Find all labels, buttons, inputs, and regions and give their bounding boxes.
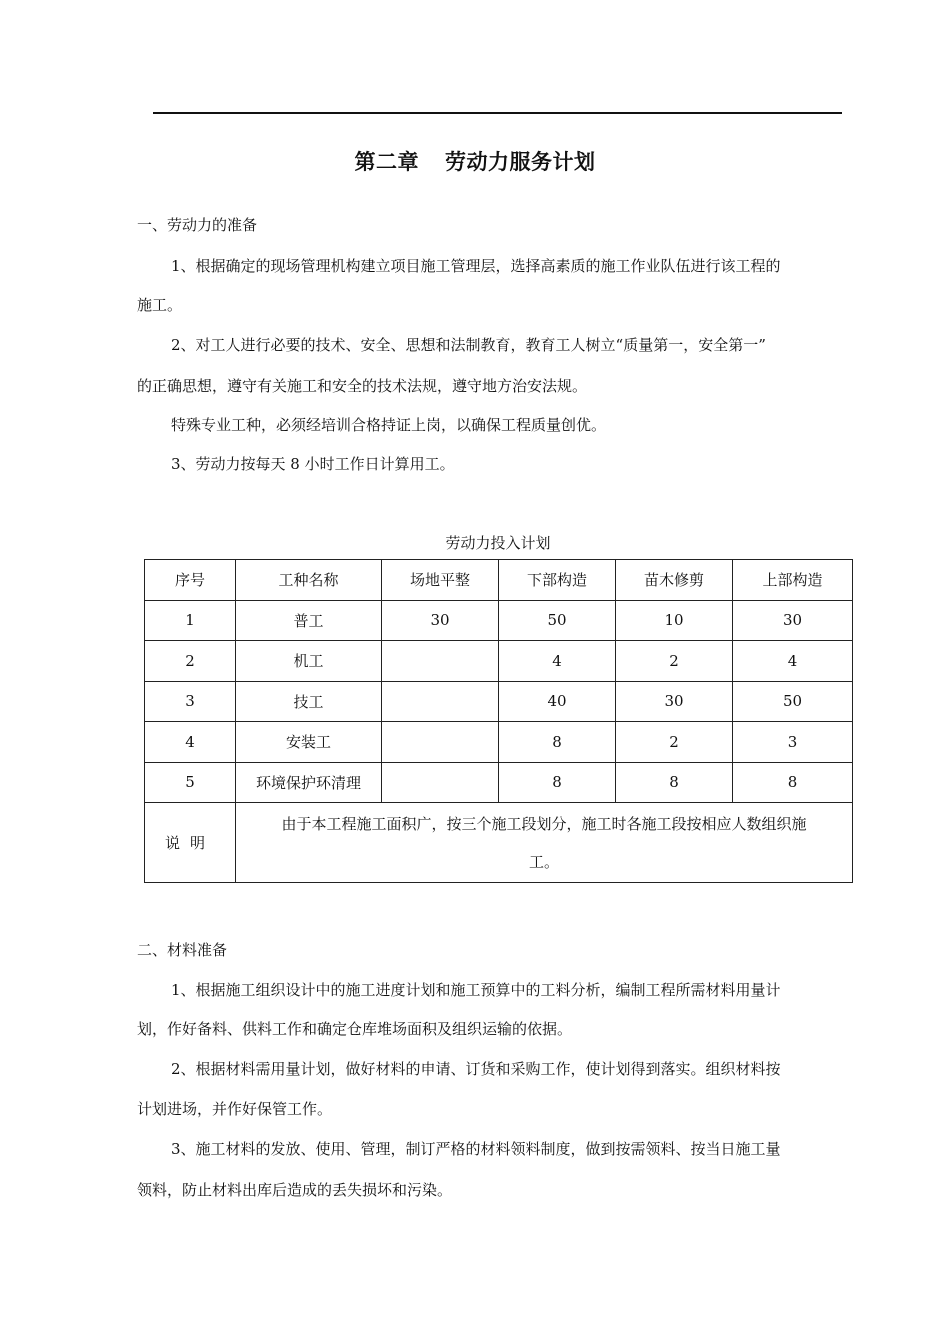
paragraph-line: 3、劳动力按每天 8 小时工作日计算用工。 [171, 455, 455, 473]
table-row [145, 722, 853, 763]
note-label-cell [145, 803, 236, 883]
section-heading-materials: 二、材料准备 [137, 941, 228, 959]
table-cell: 环境保护环清理 [236, 762, 382, 803]
table-cell: 4 [733, 641, 853, 682]
table-cell [382, 681, 499, 722]
table-cell: 40 [499, 681, 616, 722]
table-cell: 8 [499, 762, 616, 803]
table-cell: 30 [616, 681, 733, 722]
table-row [145, 681, 853, 722]
table-cell: 8 [616, 762, 733, 803]
labor-plan-table [144, 559, 853, 883]
table-cell: 8 [733, 762, 853, 803]
chapter-title [0, 146, 950, 176]
note-text-line: 工。 [528, 852, 559, 871]
table-cell: 50 [733, 681, 853, 722]
header-cell: 场地平整 [382, 560, 499, 601]
paragraph-line: 2、根据材料需用量计划，做好材料的申请、订货和采购工作，使计划得到落实。组织材料按 [171, 1060, 781, 1078]
table-cell [382, 641, 499, 682]
table-cell: 1 [145, 600, 236, 641]
table-cell: 2 [616, 641, 733, 682]
header-cell: 上部构造 [733, 560, 853, 601]
table-cell: 10 [616, 600, 733, 641]
table-cell: 普工 [236, 600, 382, 641]
header-rule [153, 112, 842, 114]
chapter-name: 劳动力服务计划 [445, 149, 596, 174]
paragraph-line: 1、根据施工组织设计中的施工进度计划和施工预算中的工料分析，编制工程所需材料用量计 [171, 981, 781, 999]
paragraph-line: 划，作好备料、供料工作和确定仓库堆场面积及组织运输的依据。 [137, 1020, 573, 1038]
paragraph-line: 特殊专业工种，必须经培训合格持证上岗，以确保工程质量创优。 [171, 416, 607, 434]
paragraph-line: 2、对工人进行必要的技术、安全、思想和法制教育，教育工人树立“质量第一，安全第一” [171, 336, 766, 354]
table-cell [382, 722, 499, 763]
table-cell: 4 [499, 641, 616, 682]
note-text-line: 由于本工程施工面积广，按三个施工段划分，施工时各施工段按相应人数组织施 [281, 814, 807, 833]
paragraph-line: 1、根据确定的现场管理机构建立项目施工管理层，选择高素质的施工作业队伍进行该工程的 [171, 257, 781, 275]
table-cell: 3 [733, 722, 853, 763]
table-cell [382, 762, 499, 803]
table-cell: 3 [145, 681, 236, 722]
header-cell: 序号 [145, 560, 236, 601]
paragraph-line: 计划进场，并作好保管工作。 [137, 1100, 333, 1118]
paragraph-line: 的正确思想，遵守有关施工和安全的技术法规，遵守地方治安法规。 [137, 377, 588, 395]
header-cell: 工种名称 [236, 560, 382, 601]
table-caption: 劳动力投入计划 [445, 534, 551, 552]
table-cell: 5 [145, 762, 236, 803]
table-cell: 8 [499, 722, 616, 763]
table-cell: 4 [145, 722, 236, 763]
table-cell: 30 [382, 600, 499, 641]
table-cell: 50 [499, 600, 616, 641]
paragraph-line: 施工。 [137, 296, 183, 314]
note-label: 说明 [164, 833, 215, 852]
table-note-row [145, 803, 853, 883]
table-cell: 机工 [236, 641, 382, 682]
header-cell: 下部构造 [499, 560, 616, 601]
table-cell: 技工 [236, 681, 382, 722]
table-cell: 2 [145, 641, 236, 682]
header-cell: 苗木修剪 [616, 560, 733, 601]
table-row [145, 600, 853, 641]
note-text-cell [236, 803, 853, 883]
table-cell: 安装工 [236, 722, 382, 763]
section-heading-labor: 一、劳动力的准备 [137, 216, 258, 234]
table-cell: 2 [616, 722, 733, 763]
chapter-number: 第二章 [354, 149, 419, 174]
table-header-row [145, 560, 853, 601]
table-row [145, 762, 853, 803]
table-cell: 30 [733, 600, 853, 641]
table-row [145, 641, 853, 682]
paragraph-line: 3、施工材料的发放、使用、管理，制订严格的材料领料制度，做到按需领料、按当日施工量 [171, 1140, 781, 1158]
paragraph-line: 领料，防止材料出库后造成的丢失损坏和污染。 [137, 1181, 453, 1199]
